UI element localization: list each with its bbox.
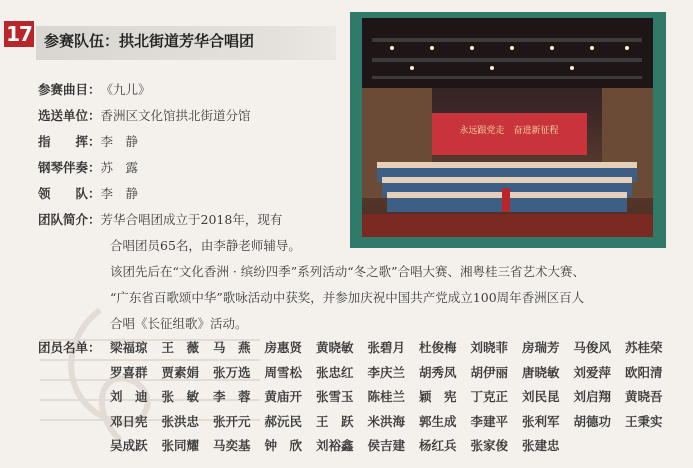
info-label: 选送单位：	[38, 108, 101, 123]
member-name: 王 薇	[161, 340, 200, 355]
member-name: 胡伊丽	[470, 364, 509, 380]
member-name: 房惠贤	[264, 340, 303, 355]
member-name: 贾素娟	[161, 364, 200, 380]
member-name: 吴成跃	[110, 438, 148, 453]
info-label: 指 挥：	[38, 134, 101, 149]
members-label-text: 团员名单：	[38, 340, 101, 355]
member-name: 侯吉建	[367, 438, 406, 453]
member-name: 郭生成	[419, 413, 457, 429]
member-name: 张万选	[213, 364, 251, 380]
member-name: 张同耀	[161, 438, 200, 453]
page-title: 参赛队伍：拱北街道芳华合唱团	[44, 32, 255, 50]
member-name: 刘 迪	[110, 389, 148, 404]
info-row-pianist	[38, 158, 138, 176]
member-name: 郝沅民	[264, 413, 303, 429]
intro-label: 团队简介：	[38, 212, 101, 227]
member-name: 马奕基	[213, 438, 251, 453]
members-label	[38, 338, 101, 356]
info-value: 李 静	[100, 134, 139, 149]
info-value: 《九儿》	[100, 82, 151, 97]
member-name: 丁克正	[470, 389, 509, 404]
member-name: 杜俊梅	[419, 340, 457, 355]
intro-line: 芳华合唱团成立于2018年，现有	[100, 212, 283, 227]
info-row-song	[38, 80, 151, 98]
member-name: 刘晓菲	[470, 340, 509, 355]
intro-line: “广东省百歌颂中华”歌咏活动中获奖，并参加庆祝中国共产党成立100周年香洲区百人	[110, 290, 585, 305]
member-name: 钟 欣	[264, 438, 303, 453]
member-name: 黄晓吾	[625, 389, 663, 404]
member-name: 王秉实	[625, 413, 663, 429]
member-name: 梁福琼	[110, 340, 148, 355]
intro-line: 该团先后在“文化香洲 · 缤纷四季”系列活动“冬之歌”合唱大赛、湘粤桂三省艺术大赛、	[110, 264, 585, 279]
member-name: 李 蓉	[213, 389, 251, 404]
choir-stage-illustration	[362, 18, 653, 237]
intro-line: 合唱《长征组歌》活动。	[110, 316, 248, 331]
intro-line: 合唱团员65名，由李静老师辅导。	[110, 238, 301, 253]
member-name: 张家俊	[470, 438, 509, 453]
info-value: 李 静	[100, 186, 139, 201]
member-name: 欧阳清	[625, 364, 663, 380]
member-name: 唐晓敏	[522, 364, 560, 380]
member-name: 刘启翔	[573, 389, 612, 404]
info-row-leader	[38, 184, 138, 202]
info-row-conductor	[38, 132, 138, 150]
banner-text: 永远跟党走 奋进新征程	[459, 126, 559, 136]
member-name: 罗喜群	[110, 364, 148, 380]
member-name: 张利军	[522, 413, 560, 429]
member-name: 张忠红	[316, 364, 354, 380]
member-name: 张建忠	[522, 438, 560, 453]
member-name: 周雪松	[264, 364, 303, 380]
member-name: 苏桂荣	[625, 340, 663, 355]
info-row-unit	[38, 106, 251, 124]
member-name: 房瑞芳	[522, 340, 560, 355]
member-name: 胡秀凤	[419, 364, 457, 380]
member-name: 张洪忠	[161, 413, 200, 429]
info-label: 参赛曲目：	[38, 82, 101, 97]
member-name: 马 燕	[213, 340, 251, 355]
member-name: 米洪海	[367, 413, 406, 429]
intro-row	[38, 210, 282, 228]
member-name: 杨红兵	[419, 438, 457, 453]
member-name: 张 敏	[161, 389, 200, 404]
info-label: 领 队：	[38, 186, 101, 201]
member-name: 刘裕鑫	[316, 438, 354, 453]
member-name: 马俊风	[573, 340, 612, 355]
member-name: 王 跃	[316, 413, 354, 429]
entry-number-badge: 17	[4, 21, 34, 47]
member-name: 张雪玉	[316, 389, 354, 404]
member-name: 刘爱萍	[573, 364, 612, 380]
info-value: 苏 露	[100, 160, 139, 175]
member-name: 胡德功	[573, 413, 612, 429]
member-name: 张碧月	[367, 340, 406, 355]
member-name: 张开元	[213, 413, 251, 429]
info-value: 香洲区文化馆拱北街道分馆	[100, 108, 251, 123]
member-name: 李庆兰	[367, 364, 406, 380]
info-label: 钢琴伴奏：	[38, 160, 101, 175]
member-name: 邓日宪	[110, 413, 148, 429]
member-name: 颖 宪	[419, 389, 457, 404]
member-name: 李建平	[470, 413, 509, 429]
member-name: 刘民昆	[522, 389, 560, 404]
member-name: 黄庙开	[264, 389, 303, 404]
member-name: 黄晓敏	[316, 340, 354, 355]
member-name: 陈桂兰	[367, 389, 406, 404]
choir-photo	[362, 18, 653, 237]
